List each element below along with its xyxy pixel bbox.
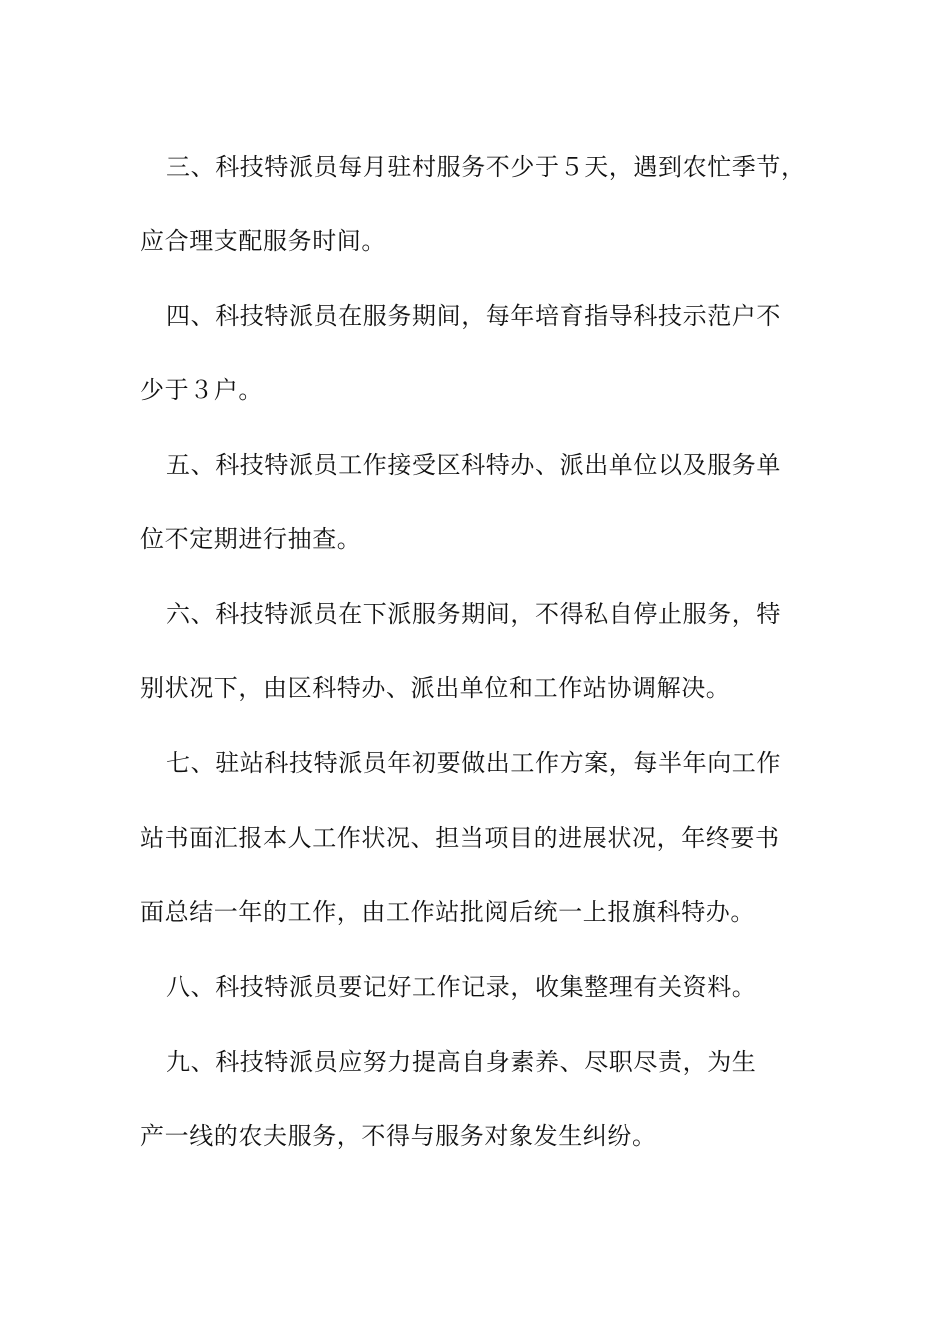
clause-7-line-1: 七、驻站科技特派员年初要做出工作方案，每半年向工作	[166, 749, 781, 777]
clause-8-line-1: 八、科技特派员要记好工作记录，收集整理有关资料。	[166, 973, 757, 1001]
clause-7-line-2: 站书面汇报本人工作状况、担当项目的进展状况，年终要书	[140, 824, 780, 852]
clause-6-line-1: 六、科技特派员在下派服务期间，不得私自停止服务，特	[166, 600, 781, 628]
clause-9-line-2: 产一线的农夫服务，不得与服务对象发生纠纷。	[140, 1122, 657, 1150]
clause-5-line-2: 位不定期进行抽查。	[140, 525, 362, 553]
clause-9-line-1: 九、科技特派员应努力提高自身素养、尽职尽责，为生	[166, 1048, 757, 1076]
clause-5-line-1: 五、科技特派员工作接受区科特办、派出单位以及服务单	[166, 451, 781, 479]
clause-6-line-2: 别状况下，由区科特办、派出单位和工作站协调解决。	[140, 674, 731, 702]
clause-4-line-2: 少于３户。	[140, 376, 263, 404]
clause-4-line-1: 四、科技特派员在服务期间，每年培育指导科技示范户不	[166, 302, 781, 330]
clause-3-line-1: 三、科技特派员每月驻村服务不少于５天，遇到农忙季节，	[166, 153, 806, 181]
clause-7-line-3: 面总结一年的工作，由工作站批阅后统一上报旗科特办。	[140, 898, 755, 926]
clause-3-line-2: 应合理支配服务时间。	[140, 227, 386, 255]
